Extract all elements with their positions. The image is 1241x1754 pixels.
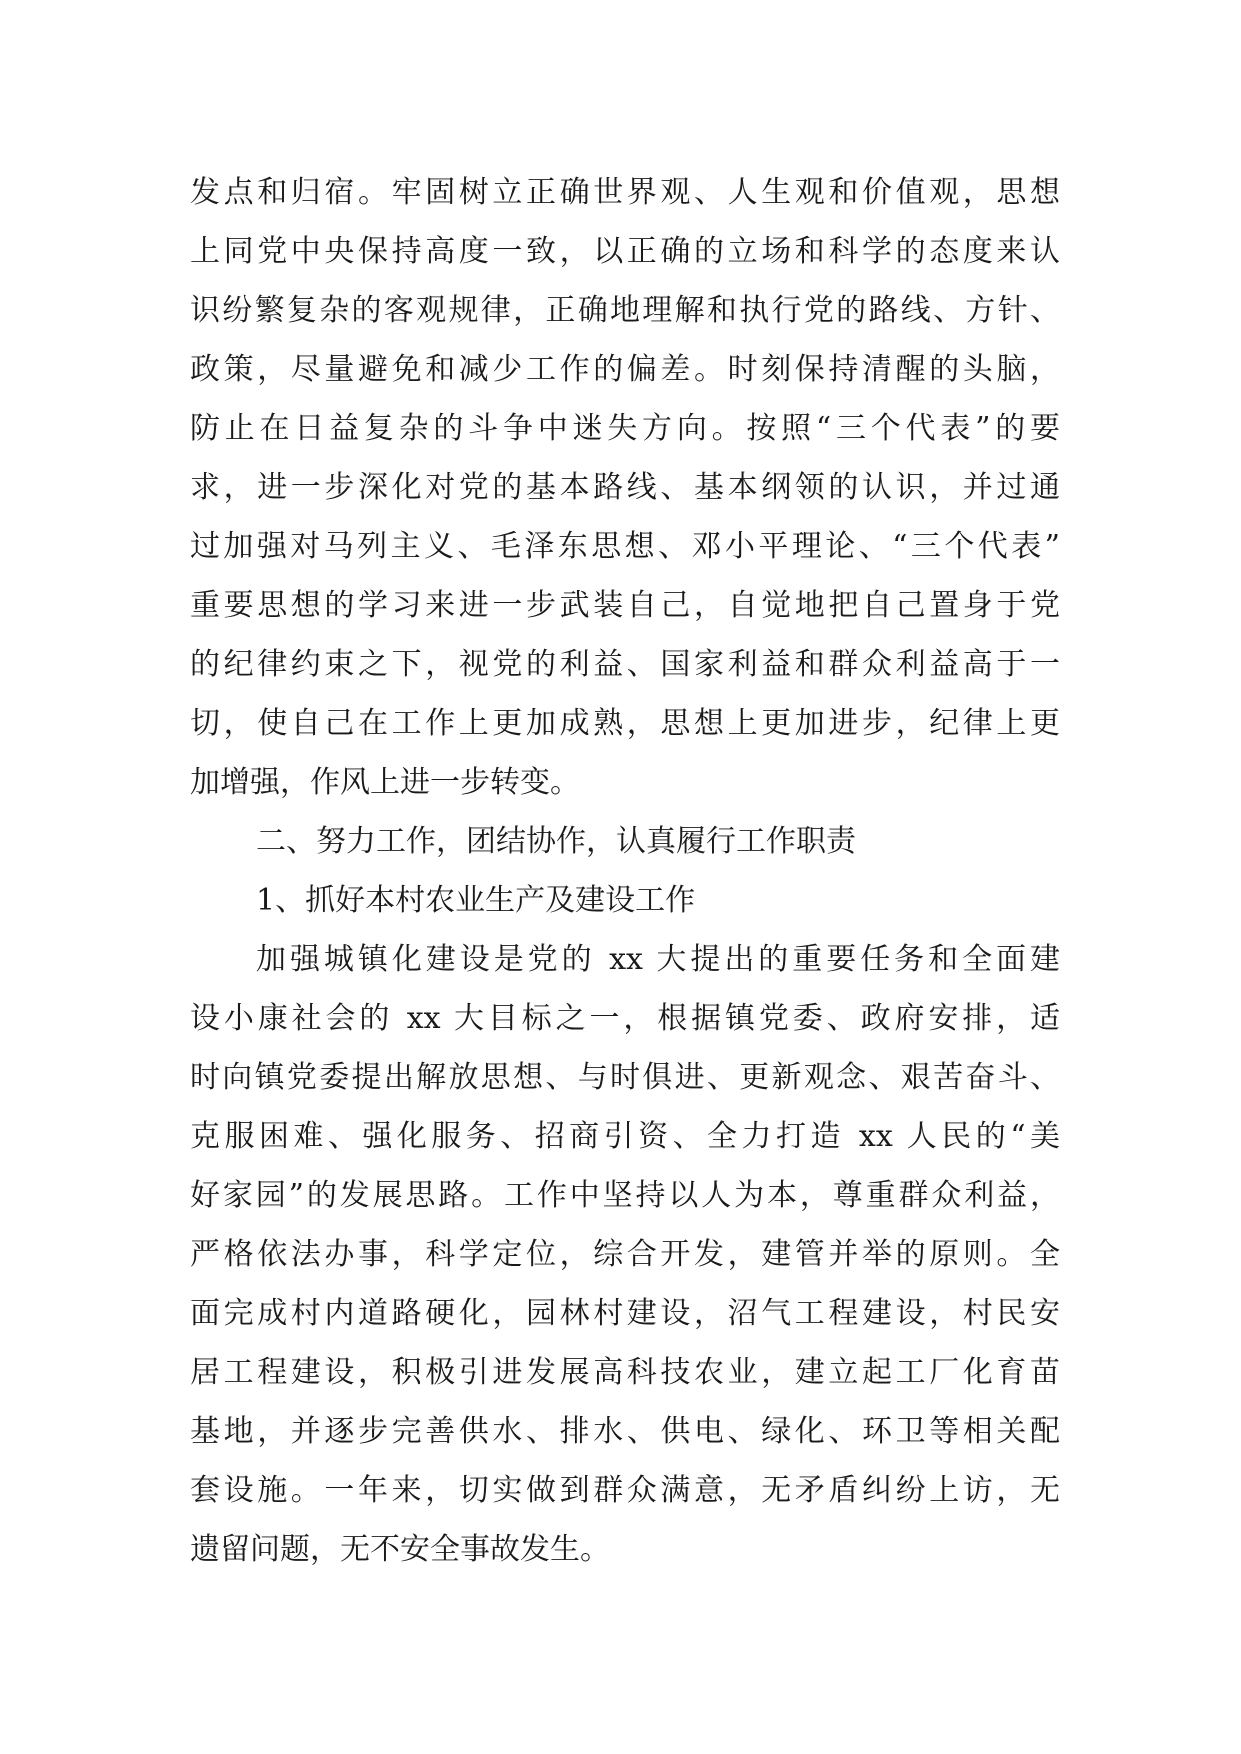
paragraph-line: 发点和归宿。牢固树立正确世界观、人生观和价值观，思想 [190, 175, 1060, 210]
paragraph-line: 居工程建设，积极引进发展高科技农业，建立起工厂化育苗 [190, 1355, 1060, 1390]
paragraph-2 [190, 930, 1060, 1579]
paragraph-line: 防止在日益复杂的斗争中迷失方向。按照“三个代表”的要 [190, 411, 1060, 446]
paragraph-line: 面完成村内道路硬化，园林村建设，沼气工程建设，村民安 [190, 1296, 1060, 1331]
paragraph-line: 的纪律约束之下，视党的利益、国家利益和群众利益高于一 [190, 647, 1060, 682]
paragraph-line: 上同党中央保持高度一致，以正确的立场和科学的态度来认 [190, 234, 1060, 269]
paragraph-1 [190, 163, 1060, 812]
paragraph-line: 时向镇党委提出解放思想、与时俱进、更新观念、艰苦奋斗、 [190, 1060, 1060, 1095]
document-body [190, 163, 1060, 1579]
paragraph-line: 加强城镇化建设是党的 xx 大提出的重要任务和全面建 [256, 942, 1060, 977]
paragraph-line: 过加强对马列主义、毛泽东思想、邓小平理论、“三个代表” [190, 529, 1060, 564]
paragraph-line: 设小康社会的 xx 大目标之一，根据镇党委、政府安排，适 [190, 1001, 1060, 1036]
subsection-heading: 1、抓好本村农业生产及建设工作 [256, 883, 696, 918]
paragraph-line: 加增强，作风上进一步转变。 [190, 765, 580, 800]
paragraph-line: 求，进一步深化对党的基本路线、基本纲领的认识，并过通 [190, 470, 1060, 505]
paragraph-line: 重要思想的学习来进一步武装自己，自觉地把自己置身于党 [190, 588, 1060, 623]
paragraph-line: 遗留问题，无不安全事故发生。 [190, 1532, 610, 1567]
paragraph-line: 切，使自己在工作上更加成熟，思想上更加进步，纪律上更 [190, 706, 1060, 741]
paragraph-line: 好家园”的发展思路。工作中坚持以人为本，尊重群众利益， [190, 1178, 1060, 1213]
paragraph-line: 基地，并逐步完善供水、排水、供电、绿化、环卫等相关配 [190, 1414, 1060, 1449]
paragraph-line: 套设施。一年来，切实做到群众满意，无矛盾纠纷上访，无 [190, 1473, 1060, 1508]
paragraph-line: 识纷繁复杂的客观规律，正确地理解和执行党的路线、方针、 [190, 293, 1060, 328]
paragraph-line: 政策，尽量避免和减少工作的偏差。时刻保持清醒的头脑， [190, 352, 1060, 387]
section-heading: 二、努力工作，团结协作，认真履行工作职责 [256, 824, 856, 859]
paragraph-line: 严格依法办事，科学定位，综合开发，建管并举的原则。全 [190, 1237, 1060, 1272]
paragraph-line: 克服困难、强化服务、招商引资、全力打造 xx 人民的“美 [190, 1119, 1060, 1154]
